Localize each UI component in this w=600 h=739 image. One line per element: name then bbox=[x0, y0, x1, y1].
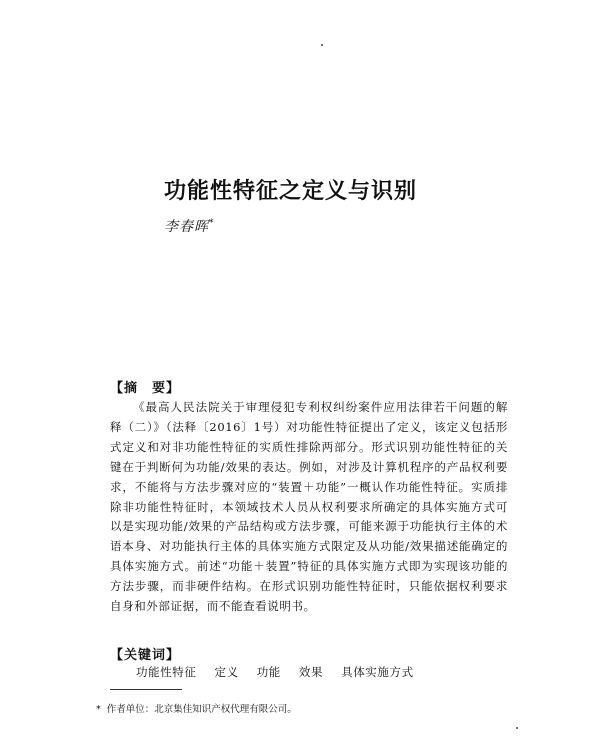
keyword-item: 具体实施方式 bbox=[341, 665, 414, 679]
keywords-list bbox=[136, 664, 414, 680]
keyword-item: 功能 bbox=[256, 665, 281, 679]
footnote-rule bbox=[110, 689, 182, 690]
keyword-item: 功能性特征 bbox=[136, 665, 197, 679]
footnote-mark: * bbox=[96, 704, 101, 715]
paper-title: 功能性特征之定义与识别 bbox=[164, 179, 418, 204]
keyword-item: 定义 bbox=[214, 665, 239, 679]
scan-speck bbox=[516, 727, 518, 729]
footnote-text: 作者单位：北京集佳知识产权代理有限公司。 bbox=[106, 704, 297, 715]
abstract-text: 《最高人民法院关于审理侵犯专利权纠纷案件应用法律若干问题的解释（二）》（法释〔2016〕1号）对功能性特征提出了定义，该定义包括形式定义和对非功能性特征的实质性排除两部分。形式识别功能性特征的关键在于判断何为功能/效果的表达。例如，对涉及计算机程序的产品权利要求，不能将与方法步骤对应的“装置＋功能”一概认作功能性特征。实质排除非功能性特征时，本领域技术人员从权利要求所确定的具体实施方式可以是实现功能/效果的产品结构或方法步骤，可能来源于功能执行主体的术语本身、对功能执行主体的具体实施方式限定及从功能/效果描述能确定的具体实施方式。前述“功能＋装置”特征的具体实施方式即为实现该功能的方法步骤，而非硬件结构。在形式识别功能性特征时，只能依据权利要求自身和外部证据，而不能查看说明书。 bbox=[110, 400, 508, 614]
author-line bbox=[164, 216, 215, 236]
author-name: 李春晖 bbox=[164, 219, 209, 235]
footnote bbox=[96, 701, 297, 715]
author-footnote-mark: * bbox=[209, 218, 215, 229]
keyword-item: 效果 bbox=[298, 665, 324, 679]
scan-speck bbox=[321, 44, 323, 46]
abstract-heading: 【摘 要】 bbox=[110, 381, 181, 396]
keywords-heading: 【关键词】 bbox=[110, 648, 181, 663]
